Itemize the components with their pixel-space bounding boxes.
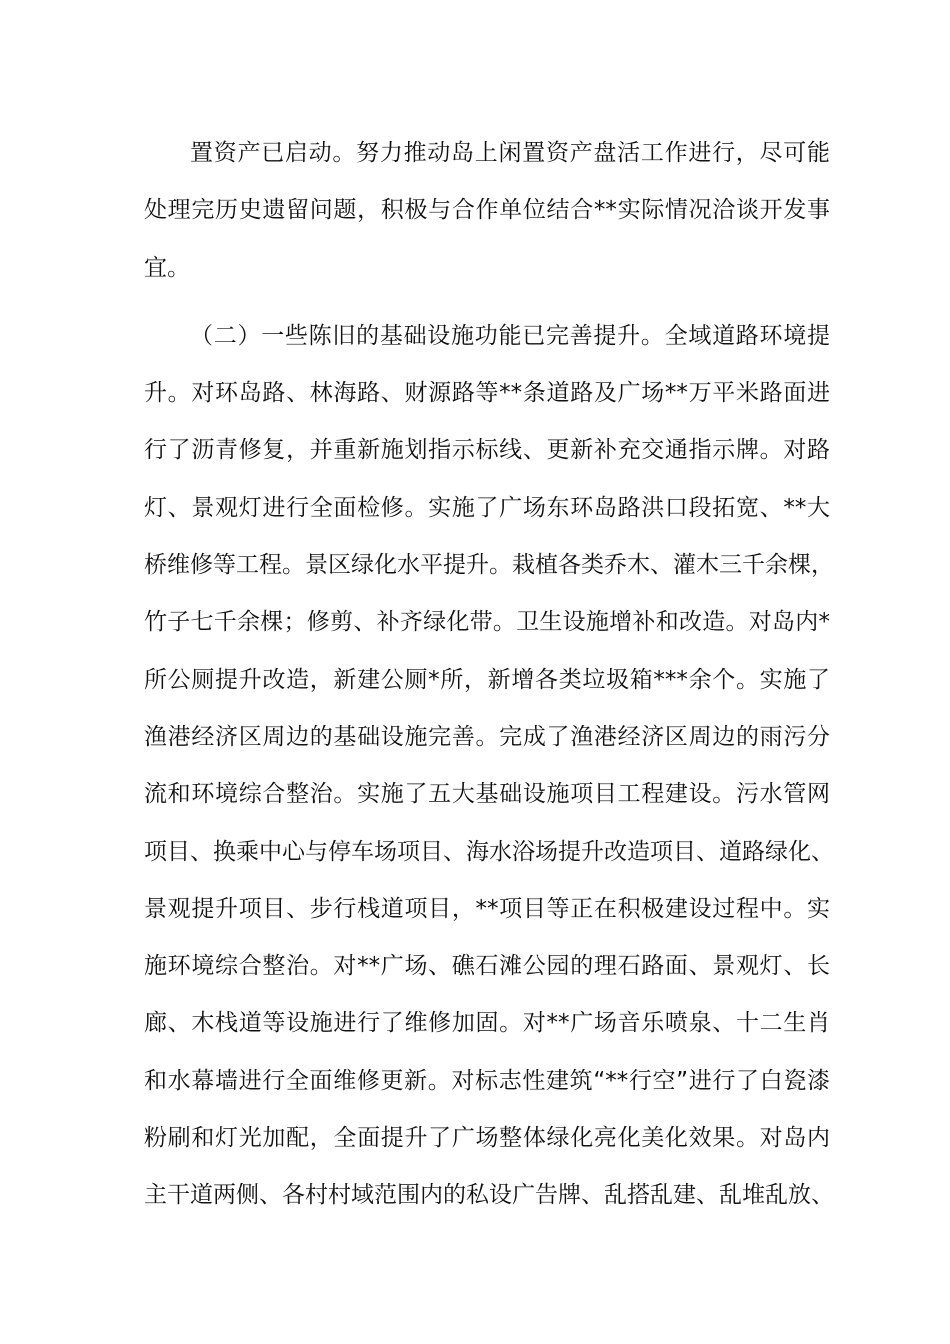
text-line: 处理完历史遗留问题，积极与合作单位结合**实际情况洽谈开发事	[144, 197, 830, 224]
text-line: 项目、换乘中心与停车场项目、海水浴场提升改造项目、道路绿化、	[144, 838, 834, 865]
text-line: 主干道两侧、各村村域范围内的私设广告牌、乱搭乱建、乱堆乱放、	[144, 1182, 834, 1209]
paragraph	[144, 308, 834, 1225]
text-line: 宜。	[144, 254, 190, 281]
text-line: 粉刷和灯光加配，全面提升了广场整体绿化亮化美化效果。对岛内	[144, 1125, 830, 1152]
text-line: 灯、景观灯进行全面检修。实施了广场东环岛路洪口段拓宽、**大	[144, 494, 830, 521]
text-line: 置资产已启动。努力推动岛上闲置资产盘活工作进行，尽可能	[190, 140, 830, 166]
text-line: 廊、木栈道等设施进行了维修加固。对**广场音乐喷泉、十二生肖	[144, 1010, 830, 1037]
text-line: 和水幕墙进行全面维修更新。对标志性建筑“**行空”进行了白瓷漆	[144, 1067, 830, 1094]
text-line: 升。对环岛路、林海路、财源路等**条道路及广场**万平米路面进	[144, 380, 830, 407]
text-line: 渔港经济区周边的基础设施完善。完成了渔港经济区周边的雨污分	[144, 723, 830, 750]
text-line: 竹子七千余棵；修剪、补齐绿化带。卫生设施增补和改造。对岛内*	[144, 609, 830, 636]
text-line: （二）一些陈旧的基础设施功能已完善提升。全域道路环境提	[190, 322, 830, 349]
text-line: 施环境综合整治。对**广场、礁石滩公园的理石路面、景观灯、长	[144, 953, 830, 980]
text-line: 景观提升项目、步行栈道项目，**项目等正在积极建设过程中。实	[144, 895, 830, 922]
text-line: 行了沥青修复，并重新施划指示标线、更新补充交通指示牌。对路	[144, 437, 830, 464]
paragraph-spacer	[144, 297, 830, 308]
text-line: 流和环境综合整治。实施了五大基础设施项目工程建设。污水管网	[144, 781, 830, 808]
text-line: 所公厕提升改造，新建公厕*所，新增各类垃圾箱***余个。实施了	[144, 666, 830, 693]
text-line: 桥维修等工程。景区绿化水平提升。栽植各类乔木、灌木三千余棵，	[144, 552, 834, 579]
document-body	[144, 125, 834, 1225]
paragraph	[144, 125, 830, 297]
